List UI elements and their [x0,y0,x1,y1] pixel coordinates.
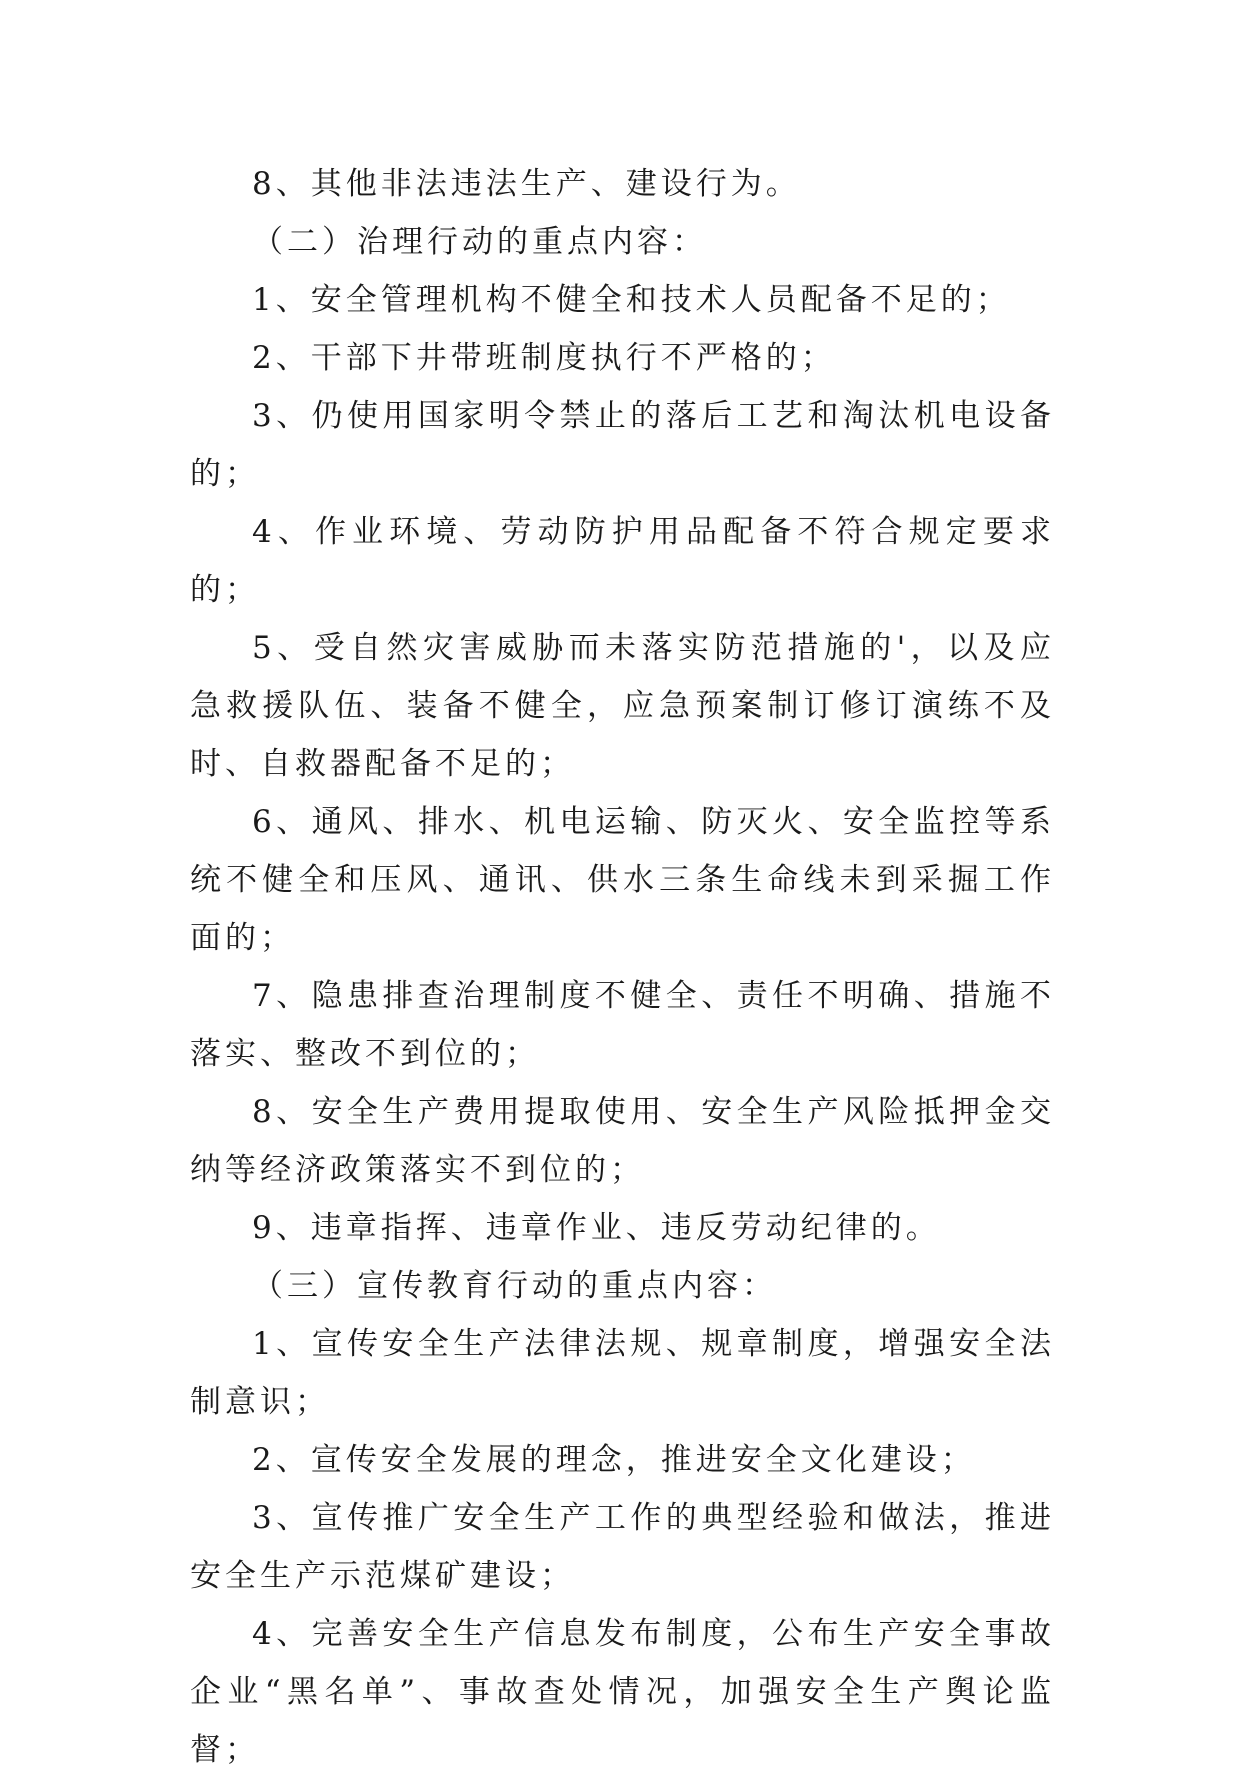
paragraph-item-2-cadre-shift: 2、干部下井带班制度执行不严格的； [252,340,836,376]
paragraph-item-1-management: 1、安全管理机构不健全和技术人员配备不足的； [252,282,1011,318]
section-heading-publicity: （三）宣传教育行动的重点内容： [252,1268,777,1304]
section-heading-governance: （二）治理行动的重点内容： [252,224,707,260]
paragraph-item-3-outdated-equipment: 3、仍使用国家明令禁止的落后工艺和淘汰机电设备的； [190,398,1055,492]
paragraph-item-9-violations: 9、违章指挥、违章作业、违反劳动纪律的。 [252,1210,941,1246]
paragraph-item-4-work-environment: 4、作业环境、劳动防护用品配备不符合规定要求的； [190,514,1055,608]
paragraph-item-8-safety-fees: 8、安全生产费用提取使用、安全生产风险抵押金交纳等经济政策落实不到位的； [190,1094,1055,1188]
paragraph-item-6-ventilation-systems: 6、通风、排水、机电运输、防灭火、安全监控等系统不健全和压风、通讯、供水三条生命线未到采掘工作面的； [190,804,1055,956]
document-body [190,155,1055,1779]
paragraph-item-1-laws: 1、宣传安全生产法律法规、规章制度，增强安全法制意识； [190,1326,1055,1420]
paragraph-item-2-safety-culture: 2、宣传安全发展的理念，推进安全文化建设； [252,1442,976,1478]
paragraph-item-5-natural-disaster: 5、受自然灾害威胁而未落实防范措施的'，以及应急救援队伍、装备不健全，应急预案制订修订演练不及时、自救器配备不足的； [190,630,1055,782]
paragraph-item-4-information-release: 4、完善安全生产信息发布制度，公布生产安全事故企业“黑名单”、事故查处情况，加强安全生产舆论监督； [190,1616,1055,1768]
paragraph-item-7-hazard-inspection: 7、隐患排查治理制度不健全、责任不明确、措施不落实、整改不到位的； [190,978,1055,1072]
paragraph-item-8-illegal-production: 8、其他非法违法生产、建设行为。 [252,166,801,202]
paragraph-item-3-experience: 3、宣传推广安全生产工作的典型经验和做法，推进安全生产示范煤矿建设； [190,1500,1055,1594]
